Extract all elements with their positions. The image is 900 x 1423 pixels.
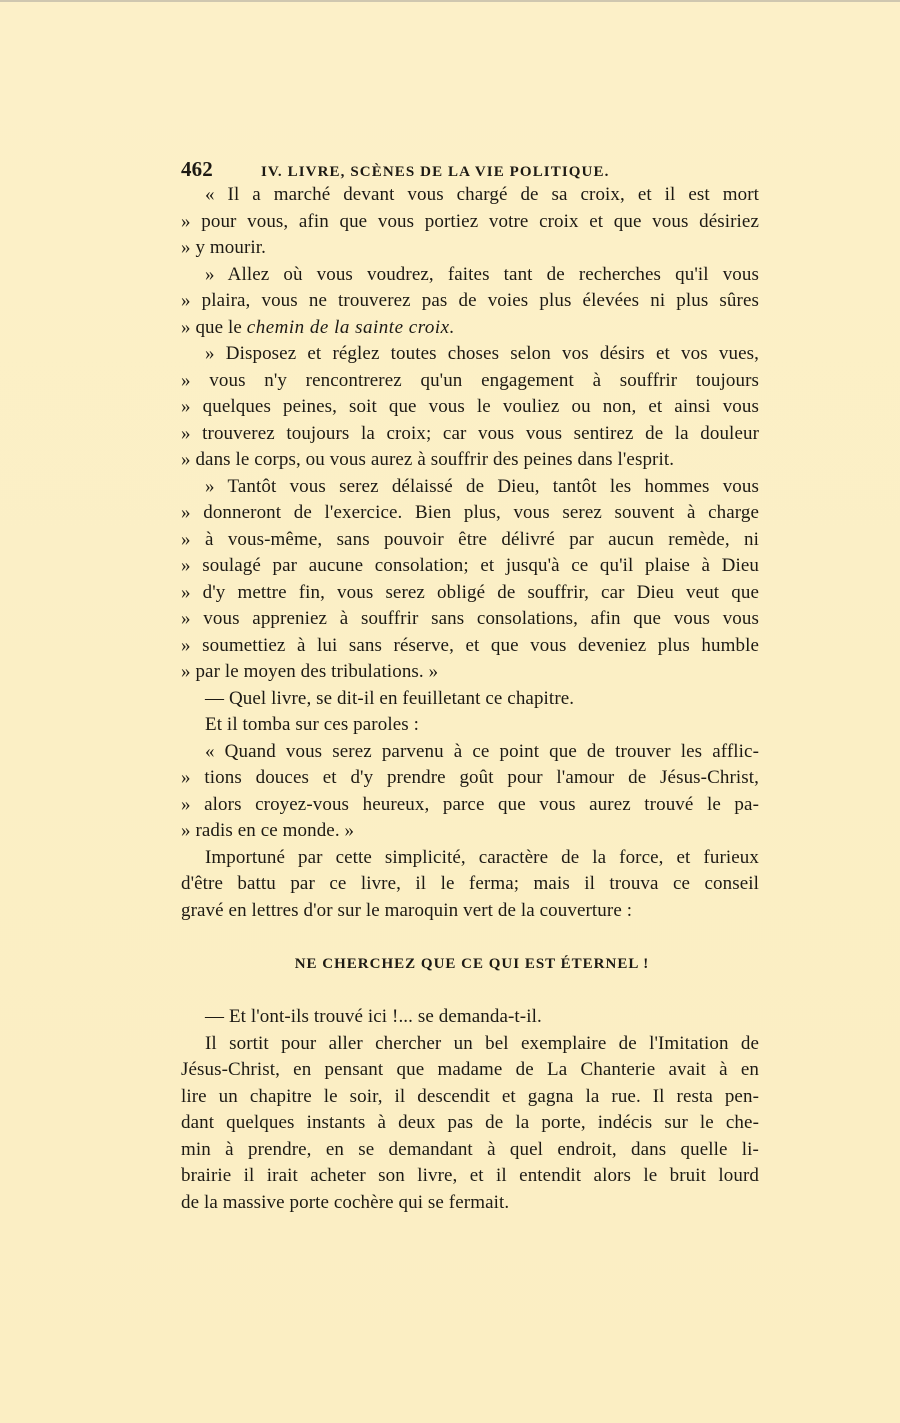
text-line: Jésus-Christ, en pensant que madame de La Chanterie avait à en: [181, 1059, 759, 1080]
text-line: » soulagé par aucune consolation; et jusqu'à ce qu'il plaise à Dieu: [181, 555, 759, 576]
text-fragment: » que le: [181, 316, 247, 338]
motto-heading: NE CHERCHEZ QUE CE QUI EST ÉTERNEL !: [294, 956, 650, 972]
page-header: [181, 156, 759, 182]
text-line: d'être battu par ce livre, il le ferma; mais il trouva ce conseil: [181, 873, 759, 894]
spacer: [181, 924, 759, 951]
text-line: » Disposez et réglez toutes choses selon vos désirs et vos vues,: [205, 343, 759, 364]
text-line: » soumettiez à lui sans réserve, et que vous deveniez plus humble: [181, 634, 759, 656]
body-text: [181, 182, 759, 924]
text-line: [181, 315, 759, 342]
italic-phrase: chemin de la sainte croix.: [246, 316, 455, 338]
text-line: de la massive porte cochère qui se fermait.: [181, 1191, 510, 1213]
text-line: » donneront de l'exercice. Bien plus, vous serez souvent à charge: [181, 502, 759, 523]
text-line: min à prendre, en se demandant à quel endroit, dans quelle li-: [181, 1138, 759, 1160]
text-line: gravé en lettres d'or sur le maroquin vert de la couverture :: [181, 899, 633, 921]
text-line: Il sortit pour aller chercher un bel exemplaire de l'Imitation de: [205, 1032, 759, 1054]
text-line: » radis en ce monde. »: [181, 820, 355, 841]
text-line: » vous appreniez à souffrir sans consolations, afin que vous vous: [181, 608, 759, 629]
body-text-continued: [181, 1004, 759, 1216]
page-number: 462: [181, 157, 213, 181]
text-line: « Il a marché devant vous chargé de sa croix, et il est mort: [205, 184, 759, 205]
spacer: [181, 978, 759, 1004]
text-line: » quelques peines, soit que vous le vouliez ou non, et ainsi vous: [181, 396, 759, 417]
text-line: Et il tomba sur ces paroles :: [205, 714, 419, 735]
text-line: » à vous-même, sans pouvoir être délivré par aucun remède, ni: [181, 528, 759, 550]
text-line: — Et l'ont-ils trouvé ici !... se demanda-t-il.: [205, 1006, 542, 1027]
text-line: Importuné par cette simplicité, caractère de la force, et furieux: [205, 846, 759, 868]
text-line: » par le moyen des tribulations. »: [181, 661, 439, 682]
text-line: » vous n'y rencontrerez qu'un engagement à souffrir toujours: [181, 369, 759, 391]
text-line: lire un chapitre le soir, il descendit et gagna la rue. Il resta pen-: [181, 1085, 759, 1107]
text-line: dant quelques instants à deux pas de la porte, indécis sur le che-: [181, 1112, 759, 1133]
text-line: brairie il irait acheter son livre, et il entendit alors le bruit lourd: [181, 1165, 759, 1186]
text-line: » dans le corps, ou vous aurez à souffrir des peines dans l'esprit.: [181, 449, 675, 470]
text-line: — Quel livre, se dit-il en feuilletant ce chapitre.: [205, 687, 575, 709]
text-line: » alors croyez-vous heureux, parce que vous aurez trouvé le pa-: [181, 793, 759, 815]
text-line: » Allez où vous voudrez, faites tant de recherches qu'il vous: [205, 263, 759, 285]
text-line: « Quand vous serez parvenu à ce point que de trouver les afflic-: [205, 740, 759, 762]
page-top-edge: [0, 0, 900, 2]
text-line: » pour vous, afin que vous portiez votre croix et que vous désiriez: [181, 210, 759, 232]
page-text-block: [181, 156, 759, 1216]
text-line: » y mourir.: [181, 237, 267, 258]
text-line: » d'y mettre fin, vous serez obligé de souffrir, car Dieu veut que: [181, 581, 759, 603]
text-line: » plaira, vous ne trouverez pas de voies plus élevées ni plus sûres: [181, 290, 759, 311]
text-line: » trouverez toujours la croix; car vous vous sentirez de la douleur: [181, 422, 759, 444]
running-head: IV. LIVRE, SCÈNES DE LA VIE POLITIQUE.: [261, 164, 610, 180]
text-line: » tions douces et d'y prendre goût pour l'amour de Jésus-Christ,: [181, 767, 759, 788]
text-line: » Tantôt vous serez délaissé de Dieu, tantôt les hommes vous: [205, 475, 759, 497]
